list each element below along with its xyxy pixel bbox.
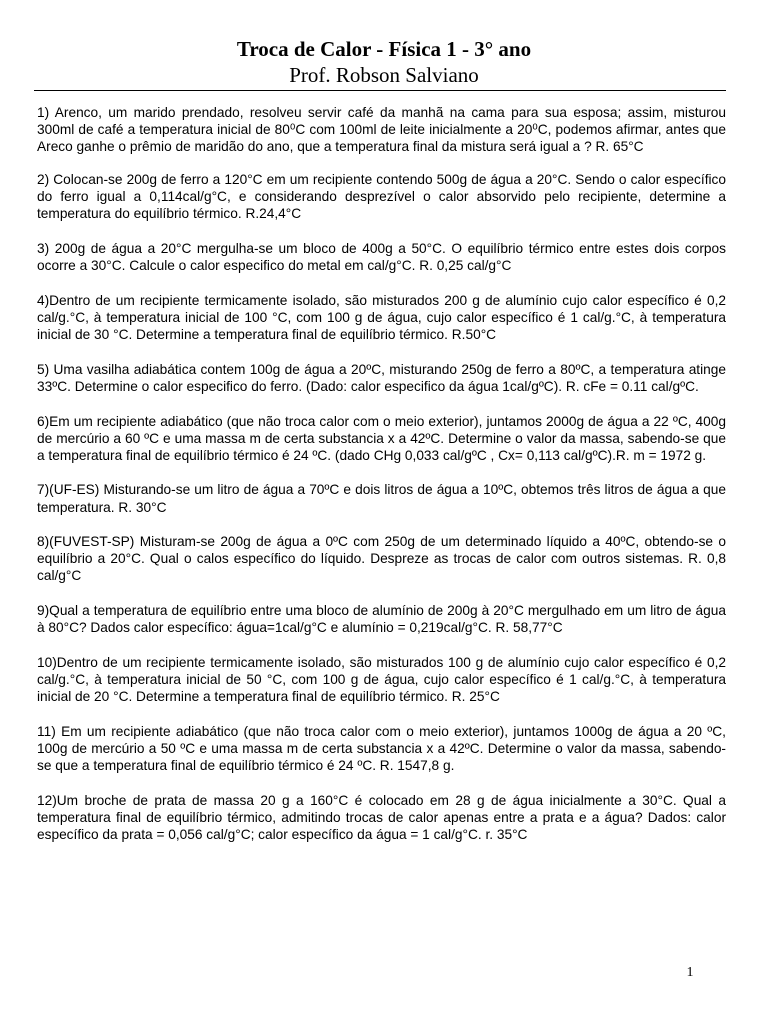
problem-8: 8)(FUVEST-SP) Misturam-se 200g de água a 0ºC com 250g de um determinado líquido a 40ºC, obtendo-se o equilíbrio a 20°C. Qual o calos específico do líquido. Despreze as trocas de calor com outros sistemas. R. 0,8 cal/g°C — [37, 534, 726, 584]
problem-1: 1) Arenco, um marido prendado, resolveu servir café da manhã na cama para sua esposa; assim, misturou 300ml de café a temperatura inicial de 80⁰C com 100ml de leite inicialmente a 20⁰C, podemos afirmar, antes que Areco ganhe o prêmio de maridão do ano, que a temperatura final da mistura será igual a ? R. 65°C — [37, 105, 726, 155]
problem-5: 5) Uma vasilha adiabática contem 100g de água a 20ºC, misturando 250g de ferro a 80ºC, a temperatura atinge 33ºC. Determine o calor especifico do ferro. (Dado: calor especifico da água 1cal/gºC). R. cFe = 0.11 cal/gºC. — [37, 361, 726, 394]
problem-6: 6)Em um recipiente adiabático (que não troca calor com o meio exterior), juntamos 2000g de água a 22 ºC, 400g de mercúrio a 60 ºC e uma massa m de certa substancia x a 42ºC. Determine o valor da massa, sabendo-se que a temperatura final de equilíbrio térmico é 24 ºC. (dado CHg 0,033 cal/gºC , Cx= 0,113 cal/gºC).R. m = 1972 g. — [37, 413, 726, 463]
problem-4: 4)Dentro de um recipiente termicamente isolado, são misturados 200 g de alumínio cujo calor específico é 0,2 cal/g.°C, à temperatura inicial de 100 °C, com 100 g de água, cujo calor específico é 1 cal/g.°C, à temperatura inicial de 30 °C. Determine a temperatura final de equilíbrio térmico. R.50°C — [37, 292, 726, 343]
problem-12: 12)Um broche de prata de massa 20 g a 160°C é colocado em 28 g de água inicialmente a 30°C. Qual a temperatura final de equilíbrio térmico, admitindo trocas de calor apenas entre a prata e a água? Dados: calor específico da prata = 0,056 cal/g°C; calor específico da água = 1 cal/g°C. r. 35°C — [37, 792, 726, 842]
document-title: Troca de Calor - Física 1 - 3° ano — [236, 37, 532, 61]
problem-11: 11) Em um recipiente adiabático (que não troca calor com o meio exterior), juntamos 1000g de água a 20 ºC, 100g de mercúrio a 50 ºC e uma massa m de certa substancia x a 42ºC. Determine o valor da massa, sabendo-se que a temperatura final de equilíbrio térmico é 24 ºC. R. 1547,8 g. — [37, 723, 726, 773]
problem-3: 3) 200g de água a 20°C mergulha-se um bloco de 400g a 50°C. O equilíbrio térmico entre estes dois corpos ocorre a 30°C. Calcule o calor especifico do metal em cal/g°C. R. 0,25 cal/g°C — [37, 241, 726, 274]
page-number: 1 — [686, 965, 694, 980]
problem-7: 7)(UF-ES) Misturando-se um litro de água a 70ºC e dois litros de água a 10ºC, obtemos três litros de água a que temperatura. R. 30°C — [37, 482, 726, 515]
problem-list — [37, 104, 726, 861]
problem-9: 9)Qual a temperatura de equilíbrio entre uma bloco de alumínio de 200g à 20°C mergulhado em um litro de água à 80°C? Dados calor específico: água=1cal/g°C e alumínio = 0,219cal/g°C. R. 58,77°C — [37, 603, 726, 636]
document-header — [0, 36, 768, 88]
document-subtitle: Prof. Robson Salviano — [289, 63, 479, 87]
header-divider — [34, 90, 726, 91]
problem-2: 2) Colocan-se 200g de ferro a 120°C em um recipiente contendo 500g de água a 20°C. Sendo o calor específico do ferro igual a 0,114cal/g°C, e considerando desprezível o calor absorvido pelo recipiente, determine a temperatura do equilíbrio térmico. R.24,4°C — [37, 172, 726, 222]
problem-10: 10)Dentro de um recipiente termicamente isolado, são misturados 100 g de alumínio cujo calor específico é 0,2 cal/g.°C, à temperatura inicial de 50 °C, com 100 g de água, cujo calor específico é 1 cal/g.°C, à temperatura inicial de 20 °C. Determine a temperatura final de equilíbrio térmico. R. 25°C — [37, 654, 726, 705]
